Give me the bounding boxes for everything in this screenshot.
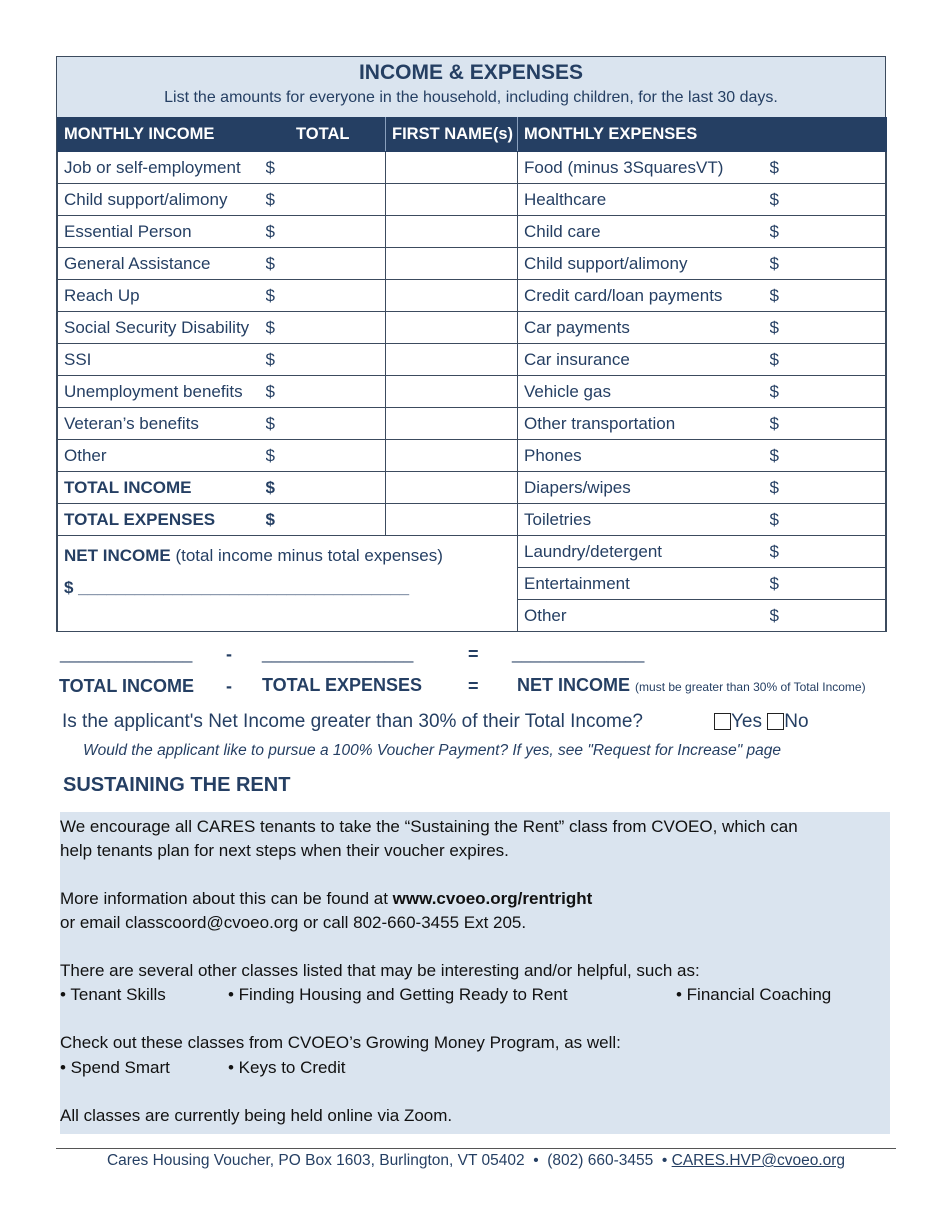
rentright-link[interactable]: www.cvoeo.org/rentright (392, 889, 593, 908)
income-label: Social Security Disability (58, 312, 266, 344)
table-row (58, 440, 887, 472)
table-row (58, 248, 887, 280)
equals-sign-top: = (468, 644, 479, 664)
net-income-blank[interactable]: ______________ (512, 644, 645, 663)
income-total-field[interactable]: $ (266, 216, 386, 248)
total-expenses-blank[interactable]: ________________ (262, 644, 414, 663)
expense-amount-field[interactable]: $ (770, 472, 887, 504)
income-total-field[interactable]: $ (266, 280, 386, 312)
net-income-note: (must be greater than 30% of Total Income) (635, 680, 866, 694)
income-expenses-table (57, 117, 887, 632)
expense-amount-field[interactable]: $ (770, 536, 887, 568)
minus-sign-top: - (226, 644, 232, 664)
table-row (58, 312, 887, 344)
first-names-field[interactable] (386, 216, 518, 248)
net-income-line[interactable]: $ ___________________________________ (64, 578, 410, 597)
income-total-field[interactable]: $ (266, 312, 386, 344)
first-names-field[interactable] (386, 376, 518, 408)
expense-amount-field[interactable]: $ (770, 184, 887, 216)
expense-label: Vehicle gas (518, 376, 770, 408)
footer-divider (56, 1148, 896, 1149)
no-checkbox[interactable] (767, 713, 784, 730)
table-row (58, 472, 887, 504)
expense-label: Food (minus 3SquaresVT) (518, 152, 770, 184)
class-keys-to-credit: • Keys to Credit (228, 1058, 346, 1077)
income-total-field[interactable]: $ (266, 184, 386, 216)
col-header-monthly-income: MONTHLY INCOME (58, 118, 266, 152)
expense-amount-field[interactable]: $ (770, 440, 887, 472)
expense-amount-field[interactable]: $ (770, 408, 887, 440)
net-income-label (517, 675, 866, 696)
expense-label: Credit card/loan payments (518, 280, 770, 312)
income-total-field[interactable]: $ (266, 408, 386, 440)
first-names-field[interactable] (386, 440, 518, 472)
class-spend-smart: • Spend Smart (60, 1058, 170, 1077)
para1-line2: help tenants plan for next steps when their voucher expires. (60, 841, 509, 860)
footer (56, 1152, 896, 1170)
expense-label: Phones (518, 440, 770, 472)
net-income-text: NET INCOME (517, 675, 631, 695)
para3: There are several other classes listed that may be interesting and/or helpful, such as: (60, 961, 700, 980)
expense-label: Healthcare (518, 184, 770, 216)
equals-sign: = (468, 676, 479, 696)
yes-no-options (714, 711, 809, 733)
footer-bullet-2: • (661, 1152, 668, 1169)
income-label: Job or self-employment (58, 152, 266, 184)
income-label: Other (58, 440, 266, 472)
income-total-field[interactable]: $ (266, 152, 386, 184)
footer-address: Cares Housing Voucher, PO Box 1603, Burlington, VT 05402 (106, 1152, 525, 1169)
income-label: Reach Up (58, 280, 266, 312)
expense-amount-field[interactable]: $ (770, 504, 887, 536)
income-label: Essential Person (58, 216, 266, 248)
income-expenses-header (57, 57, 885, 117)
first-names-field[interactable] (386, 152, 518, 184)
expense-amount-field[interactable]: $ (770, 600, 887, 632)
expense-label: Child care (518, 216, 770, 248)
para2-line1 (60, 887, 592, 911)
expense-label: Laundry/detergent (518, 536, 770, 568)
net-income-bold: NET INCOME (64, 546, 171, 565)
table-row (58, 408, 887, 440)
net-income-question: Is the applicant's Net Income greater than 30% of their Total Income? (62, 711, 643, 732)
expense-amount-field[interactable]: $ (770, 344, 887, 376)
table-row (58, 280, 887, 312)
net-income-desc: (total income minus total expenses) (175, 546, 443, 565)
expense-label: Entertainment (518, 568, 770, 600)
first-names-field[interactable] (386, 472, 518, 504)
para2-line2: or email classcoord@cvoeo.org or call 802-660-3455 Ext 205. (60, 913, 527, 932)
expense-amount-field[interactable]: $ (770, 568, 887, 600)
table-row (58, 184, 887, 216)
first-names-field[interactable] (386, 280, 518, 312)
para4: Check out these classes from CVOEO’s Growing Money Program, as well: (60, 1033, 621, 1052)
expense-label: Car insurance (518, 344, 770, 376)
expense-label: Diapers/wipes (518, 472, 770, 504)
income-label: TOTAL EXPENSES (58, 504, 266, 536)
first-names-field[interactable] (386, 184, 518, 216)
class-finding-housing: • Finding Housing and Getting Ready to Rent (228, 985, 568, 1004)
expense-amount-field[interactable]: $ (770, 376, 887, 408)
expense-label: Toiletries (518, 504, 770, 536)
net-income-cell (58, 536, 518, 632)
income-total-field[interactable]: $ (266, 440, 386, 472)
col-header-total: TOTAL (266, 118, 386, 152)
first-names-field[interactable] (386, 344, 518, 376)
expense-amount-field[interactable]: $ (770, 216, 887, 248)
total-income-label: TOTAL INCOME (59, 676, 194, 696)
income-label: Child support/alimony (58, 184, 266, 216)
income-expenses-subtitle: List the amounts for everyone in the household, including children, for the last 30 days. (164, 89, 778, 106)
expense-label: Car payments (518, 312, 770, 344)
first-names-field[interactable] (386, 408, 518, 440)
table-row (58, 536, 887, 568)
net-income-heading (64, 546, 517, 566)
total-income-blank[interactable]: ______________ (60, 644, 193, 663)
no-label: No (784, 711, 809, 732)
table-row (58, 216, 887, 248)
income-expenses-title: INCOME & EXPENSES (358, 61, 584, 84)
class-tenant-skills: • Tenant Skills (60, 985, 166, 1004)
expense-amount-field[interactable]: $ (770, 152, 887, 184)
income-label: SSI (58, 344, 266, 376)
footer-email-link[interactable]: CARES.HVP@cvoeo.org (671, 1152, 846, 1169)
income-label: TOTAL INCOME (58, 472, 266, 504)
para1-line1: We encourage all CARES tenants to take the “Sustaining the Rent” class from CVOEO, which can (60, 817, 798, 836)
first-names-field[interactable] (386, 504, 518, 536)
income-total-field[interactable]: $ (266, 472, 386, 504)
class-financial-coaching: • Financial Coaching (676, 985, 832, 1004)
footer-bullet-1: • (533, 1152, 539, 1169)
income-expenses-section (56, 56, 886, 632)
table-row (58, 152, 887, 184)
first-names-field[interactable] (386, 248, 518, 280)
income-label: General Assistance (58, 248, 266, 280)
table-row (58, 504, 887, 536)
col-header-monthly-expenses: MONTHLY EXPENSES (518, 118, 887, 152)
para5: All classes are currently being held online via Zoom. (60, 1106, 453, 1125)
expense-label: Other (518, 600, 770, 632)
expense-amount-field[interactable]: $ (770, 312, 887, 344)
col-header-first-names: FIRST NAME(s) (386, 118, 518, 152)
yes-label: Yes (731, 711, 762, 732)
income-total-field[interactable]: $ (266, 344, 386, 376)
income-label: Veteran’s benefits (58, 408, 266, 440)
table-header-row (58, 118, 887, 152)
income-total-field[interactable]: $ (266, 376, 386, 408)
first-names-field[interactable] (386, 312, 518, 344)
expense-label: Child support/alimony (518, 248, 770, 280)
table-row (58, 376, 887, 408)
voucher-note: Would the applicant like to pursue a 100% Voucher Payment? If yes, see "Request for Increase" page (83, 742, 781, 759)
income-total-field[interactable]: $ (266, 504, 386, 536)
income-label: Unemployment benefits (58, 376, 266, 408)
income-total-field[interactable]: $ (266, 248, 386, 280)
footer-phone: (802) 660-3455 (547, 1152, 654, 1169)
expense-label: Other transportation (518, 408, 770, 440)
expense-amount-field[interactable]: $ (770, 248, 887, 280)
table-row (58, 344, 887, 376)
total-expenses-label: TOTAL EXPENSES (262, 675, 423, 695)
expense-amount-field[interactable]: $ (770, 280, 887, 312)
minus-sign: - (226, 676, 232, 696)
sustaining-title: SUSTAINING THE RENT (63, 774, 291, 796)
yes-checkbox[interactable] (714, 713, 731, 730)
para2-prefix: More information about this can be found at (60, 889, 393, 908)
sustaining-info-box (60, 812, 890, 1134)
